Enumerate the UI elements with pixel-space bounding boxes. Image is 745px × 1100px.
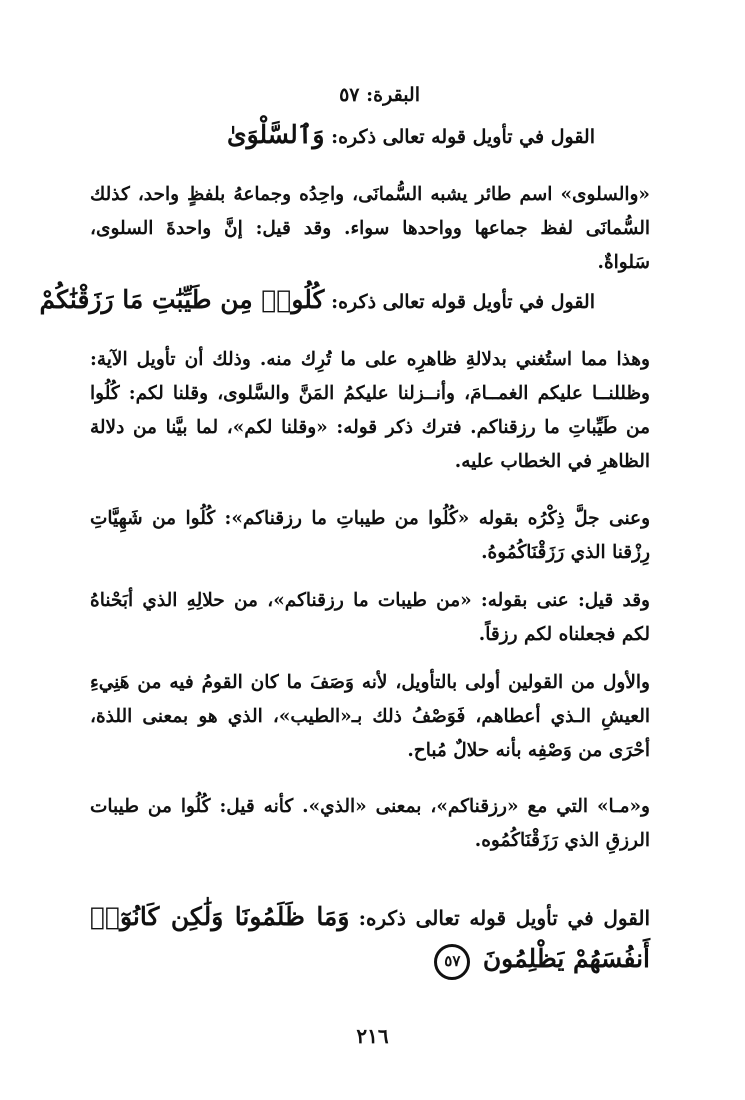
paragraph-text: وهذا مما استُغني بدلالةِ ظاهرِه على ما تُرِك منه. وذلك أن تأويل الآية: وظللنــا عليكم الغمــامَ، وأنــزلنا عليكمُ المَنَّ والسَّلوى، وقلنا لكم: كُلُوا من طَيِّباتِ ما رزقناكم. فترك ذكر قوله: «وقلنا لكم»، لما بيَّنا من دلالة الظاهرِ في الخطاب عليه. bbox=[90, 349, 650, 472]
heading-verse: كُلُوا۟ مِن طَيِّبَٰتِ مَا رَزَقْنَٰكُمْ bbox=[39, 285, 325, 314]
paragraph-text: «والسلوى» اسم طائر يشبه السُّمانَى، واحِدُه وجماعهُ بلفظٍ واحد، كذلك السُّمانَى لفظ جماعها وواحدها سواء. وقد قيل: إنَّ واحدةَ السلوى، سَلواةٌ. bbox=[90, 184, 650, 273]
heading-prefix: القول في تأويل قوله تعالى ذكره: bbox=[331, 291, 595, 313]
section-heading-kulu bbox=[39, 283, 595, 319]
section-heading-salwa bbox=[227, 118, 595, 154]
running-head: البقرة: ٥٧ bbox=[339, 84, 420, 106]
paragraph-ma-alladhi bbox=[90, 790, 650, 858]
heading-prefix: القول في تأويل قوله تعالى ذكره: bbox=[331, 126, 595, 148]
paragraph-salwa-definition bbox=[90, 178, 650, 280]
paragraph-text: وقد قيل: عنى بقوله: «من طيبات ما رزقناكم»، من حلالِهِ الذي أبَحْناهُ لكم فجعلناه لكم رزقاً. bbox=[90, 590, 650, 645]
paragraph-halal bbox=[90, 584, 650, 652]
page-number: ٢١٦ bbox=[356, 1024, 389, 1048]
heading-prefix: القول في تأويل قوله تعالى ذكره: bbox=[358, 906, 651, 930]
paragraph-text: و«مـا» التي مع «رزقناكم»، بمعنى «الذي». كأنه قيل: كُلُوا من طيبات الرزقِ الذي رَزَقْنَاكُمُوه. bbox=[90, 796, 650, 851]
paragraph-preference bbox=[90, 666, 650, 768]
paragraph-shahiyyat bbox=[90, 502, 650, 570]
ayah-number-badge: ٥٧ bbox=[434, 944, 470, 980]
heading-verse: وَمَا ظَلَمُونَا وَلَٰكِن كَانُوٓا۟ أَنفُسَهُمْ يَظْلِمُونَ bbox=[90, 902, 650, 973]
heading-verse: وَٱلسَّلْوَىٰ bbox=[227, 120, 325, 149]
section-heading-zalamuna bbox=[90, 896, 650, 980]
paragraph-istighna bbox=[90, 343, 650, 479]
paragraph-text: وعنى جلَّ ذِكْرُه بقوله «كُلُوا من طيباتِ ما رزقناكم»: كُلُوا من شَهِيَّاتِ رِزْقنا الذي رَزَقْنَاكُمُوهُ. bbox=[90, 508, 650, 563]
paragraph-text: والأول من القولين أولى بالتأويل، لأنه وَصَفَ ما كان القومُ فيه من هَنِيءِ العيشِ الـذي أعطاهم، فَوَصْفُ ذلك بـ«الطيب»، الذي هو بمعنى اللذة، أحْرَى من وَصْفِه بأنه حلالٌ مُباح. bbox=[90, 672, 650, 761]
